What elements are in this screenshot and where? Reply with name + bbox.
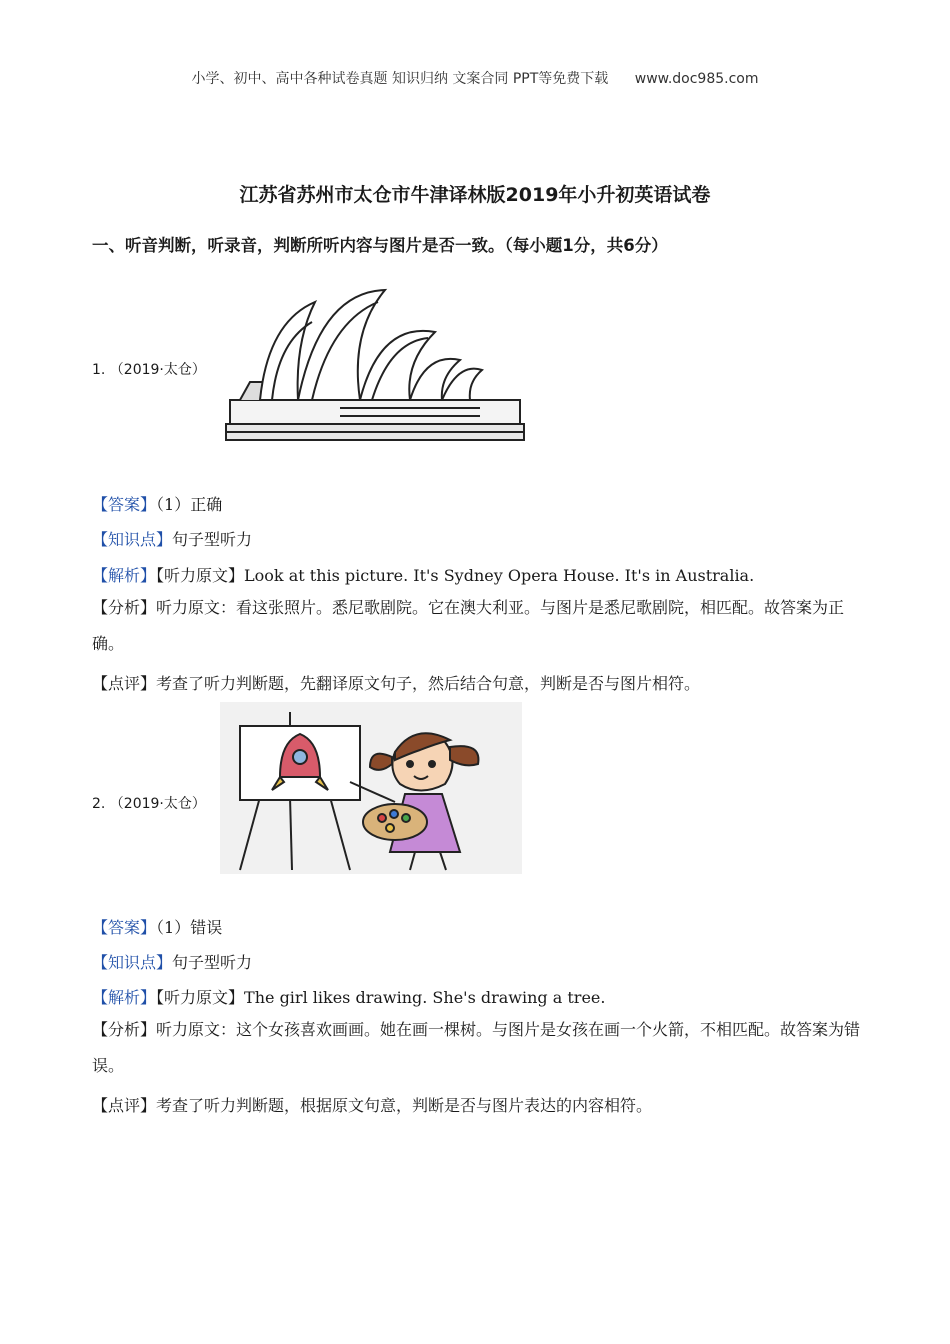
answer-line-1 — [92, 492, 222, 515]
answer-tag: 【答案】 — [92, 918, 157, 937]
knowledge-value: 句子型听力 — [172, 530, 253, 549]
dianping-line-1 — [92, 671, 700, 694]
answer-value: （1）错误 — [156, 918, 223, 937]
header-text: 小学、初中、高中各种试卷真题 知识归纳 文案合同 PPT等免费下载 — [191, 71, 609, 87]
fenxi-text: 听力原文：看这张照片。悉尼歌剧院。它在澳大利亚。与图片是悉尼歌剧院，相匹配。故答案为正确。 — [92, 598, 845, 653]
page-title: 江苏省苏州市太仓市牛津译林版2019年小升初英语试卷 — [239, 184, 711, 206]
question-1-label: 1. （2019·太仓） — [92, 362, 206, 378]
listen-tag: 【听力原文】 — [156, 566, 245, 585]
question-2-label: 2. （2019·太仓） — [92, 796, 206, 812]
listen-text: The girl likes drawing. She's drawing a tree. — [244, 988, 606, 1007]
knowledge-tag: 【知识点】 — [92, 953, 173, 972]
knowledge-line-2 — [92, 950, 252, 973]
dianping-text: 考查了听力判断题，先翻译原文句子，然后结合句意，判断是否与图片相符。 — [156, 674, 701, 693]
fenxi-paragraph-1 — [92, 590, 862, 662]
analysis-tag: 【解析】 — [92, 566, 157, 585]
analysis-tag: 【解析】 — [92, 988, 157, 1007]
knowledge-tag: 【知识点】 — [92, 530, 173, 549]
header-site[interactable]: www.doc985.com — [634, 71, 759, 87]
fenxi-text: 听力原文：这个女孩喜欢画画。她在画一棵树。与图片是女孩在画一个火箭，不相匹配。故答案为错误。 — [92, 1020, 861, 1075]
analysis-line-1 — [92, 563, 754, 586]
dianping-tag: 【点评】 — [92, 1096, 157, 1115]
dianping-text: 考查了听力判断题，根据原文句意，判断是否与图片表达的内容相符。 — [156, 1096, 653, 1115]
dianping-tag: 【点评】 — [92, 674, 157, 693]
fenxi-paragraph-2 — [92, 1012, 862, 1084]
listen-text: Look at this picture. It's Sydney Opera House. It's in Australia. — [244, 566, 755, 585]
answer-line-2 — [92, 915, 222, 938]
analysis-line-2 — [92, 985, 605, 1008]
dianping-line-2 — [92, 1093, 652, 1116]
knowledge-line-1 — [92, 527, 252, 550]
girl-painting-image — [220, 702, 522, 874]
fenxi-tag: 【分析】 — [92, 598, 157, 617]
section-heading: 一、听音判断，听录音，判断所听内容与图片是否一致。（每小题1分，共6分） — [92, 236, 668, 255]
fenxi-tag: 【分析】 — [92, 1020, 157, 1039]
knowledge-value: 句子型听力 — [172, 953, 253, 972]
listen-tag: 【听力原文】 — [156, 988, 245, 1007]
page-header — [0, 68, 950, 88]
answer-value: （1）正确 — [156, 495, 223, 514]
answer-tag: 【答案】 — [92, 495, 157, 514]
sydney-opera-house-image — [220, 282, 530, 452]
